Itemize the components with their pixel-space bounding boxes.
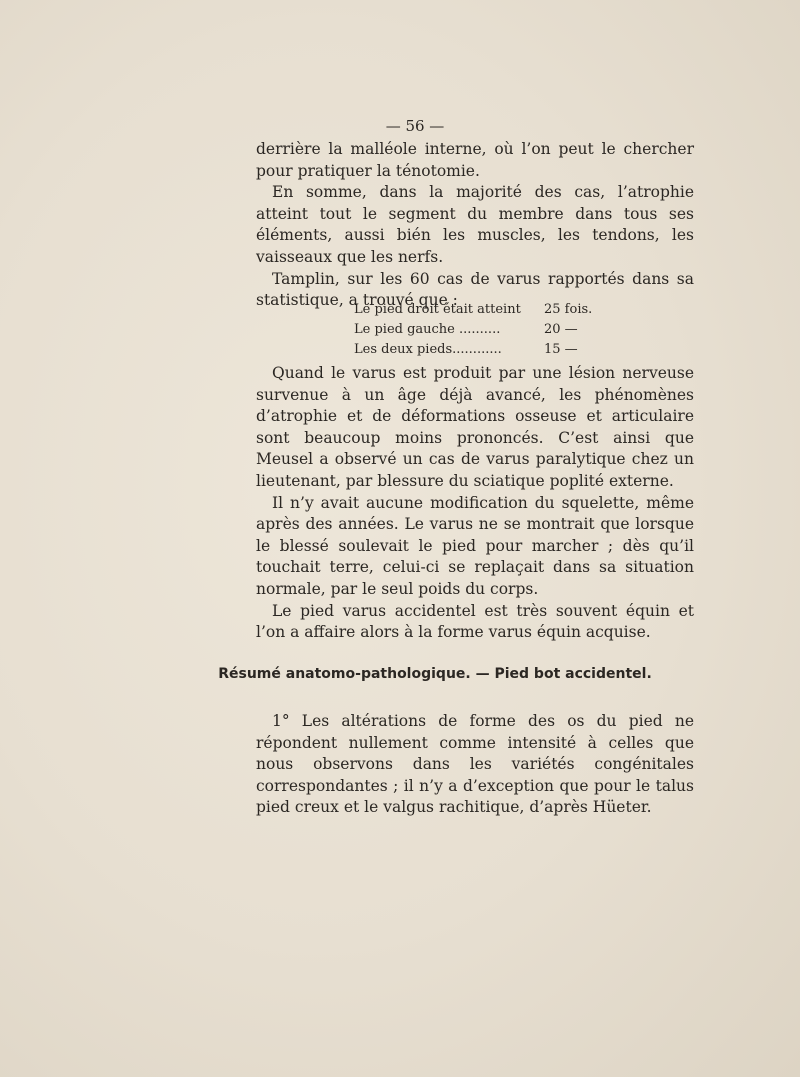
stat-label: Le pied gauche .......... (354, 322, 501, 337)
paragraph: Quand le varus est produit par une lésion nerveuse survenue à un âge déjà avancé, les phénomènes d’atrophie et de déformations osseuse et articulaire sont beaucoup moins prononcés. C’est ainsi que Meusel a observé un cas de varus paralytique chez un lieutenant, par blessure du sciatique poplité externe. (256, 364, 694, 490)
stat-value: 15 — (544, 342, 578, 357)
paragraph: Tamplin, sur les 60 cas de varus rapportés dans sa statistique, a trouvé que : (256, 269, 694, 310)
section-heading: Résumé anatomo-pathologique. — Pied bot accidentel. (218, 666, 652, 682)
text-block-top (256, 139, 694, 312)
stat-row (354, 340, 592, 360)
paragraph: En somme, dans la majorité des cas, l’atrophie atteint tout le segment du membre dans tous ses éléments, aussi bién les muscles, les tendons, les vaisseaux que les nerfs. (256, 183, 694, 266)
paragraph: 1° Les altérations de forme des os du pied ne répondent nullement comme intensité à celles que nous observons dans les variétés congénitales correspondantes ; il n’y a d’exception que pour le talus pied creux et le valgus rachitique, d’après Hüeter. (256, 712, 694, 817)
text-block-bottom (256, 711, 694, 819)
stat-label: Le pied droit était atteint (354, 302, 521, 317)
statistics-list (354, 300, 592, 360)
paragraph: Le pied varus accidentel est très souvent équin et l’on a affaire alors à la forme varus équin acquise. (256, 601, 694, 642)
paragraph: derrière la malléole interne, où l’on peut le chercher pour pratiquer la ténotomie. (256, 140, 694, 180)
stat-label: Les deux pieds............ (354, 342, 502, 357)
paragraph: Il n’y avait aucune modification du squelette, même après des années. Le varus ne se montrait que lorsque le blessé soulevait le pied pour marcher ; dès qu’il touchait terre, celui-ci se replaçait dans sa situation normale, par le seul poids du corps. (256, 493, 694, 598)
text-block-middle (256, 363, 694, 644)
stat-row (354, 300, 592, 320)
stat-value: 20 — (544, 322, 578, 337)
stat-value: 25 fois. (544, 302, 593, 317)
stat-row (354, 320, 592, 340)
page-number: — 56 — (385, 117, 445, 135)
